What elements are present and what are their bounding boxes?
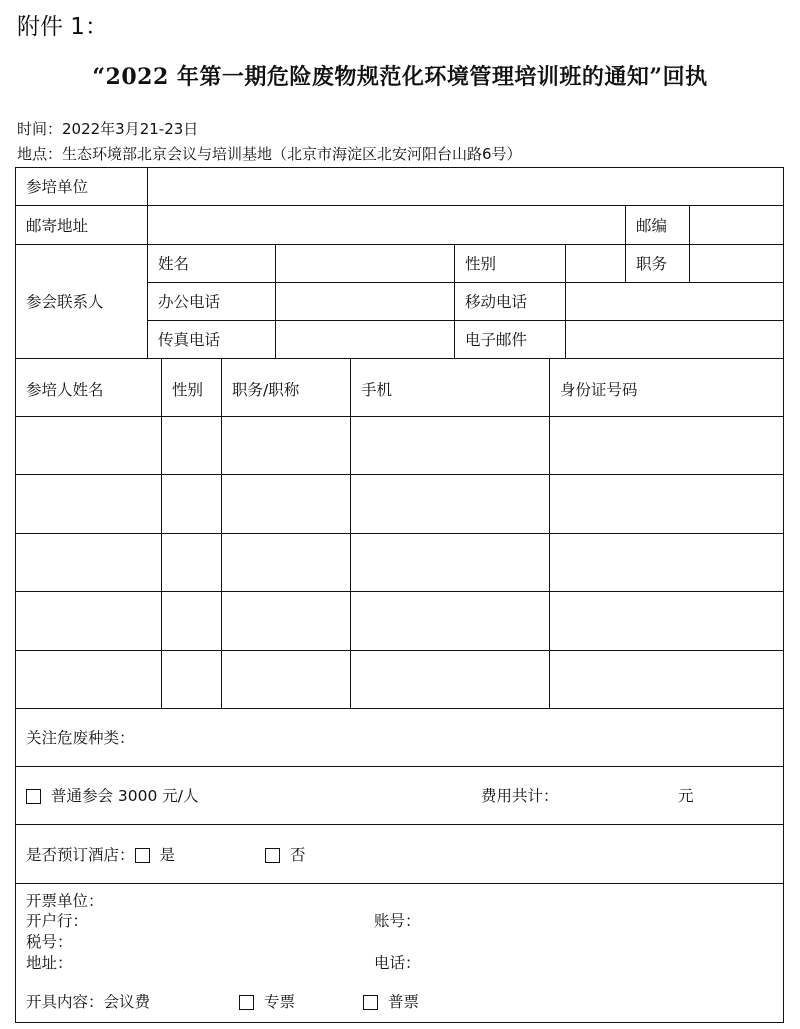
unit-label: 参培单位 [26,178,89,196]
col-divider [275,244,276,358]
mail-address-label: 邮寄地址 [26,217,89,235]
participant-name-header: 参培人姓名 [26,381,104,399]
row-divider [15,824,783,825]
invoice-phone-label: 电话： [374,954,421,972]
col-divider [565,244,566,358]
invoice-content-label: 开具内容：会议费 [26,993,151,1011]
table-border-top [15,167,783,168]
table-border-right [783,167,784,1023]
row-divider [15,358,783,359]
invoice-normal-label: 普票 [388,993,420,1011]
row-divider [15,474,783,475]
fee-option-label: 普通参会 3000 元/人 [51,787,199,805]
contact-label: 参会联系人 [26,293,104,311]
col-divider [454,244,455,358]
invoice-unit-label: 开票单位： [26,892,104,910]
invoice-special-label: 专票 [264,993,296,1011]
row-divider [15,244,783,245]
name-label: 姓名 [158,255,190,273]
invoice-bank-label: 开户行： [26,912,89,930]
col-divider [625,205,626,282]
invoice-account-label: 账号： [374,912,421,930]
waste-types-label: 关注危废种类： [26,729,135,747]
row-divider [15,883,783,884]
postcode-label: 邮编 [636,217,668,235]
row-divider [15,416,783,417]
event-time: 时间：2022年3月21-23日 [17,120,199,138]
participant-gender-header: 性别 [172,381,204,399]
hotel-yes-checkbox[interactable] [135,848,150,863]
fee-total-label: 费用共计： [481,787,559,805]
email-label: 电子邮件 [465,331,528,349]
fee-unit: 元 [678,787,694,805]
gender-label: 性别 [465,255,497,273]
hotel-no-label: 否 [290,846,306,864]
participant-id-header: 身份证号码 [560,381,638,399]
row-divider [15,766,783,767]
col-divider [161,358,162,708]
invoice-normal-option [363,992,419,1012]
mobile-label: 移动电话 [465,293,528,311]
participant-mobile-header: 手机 [361,381,393,399]
invoice-special-option [239,992,295,1012]
fee-checkbox[interactable] [26,789,41,804]
row-divider [147,320,783,321]
table-border-bottom [15,1022,783,1023]
form-title: “2022 年第一期危险废物规范化环境管理培训班的通知”回执 [92,64,708,90]
position-label: 职务 [636,255,668,273]
event-location: 地点：生态环境部北京会议与培训基地（北京市海淀区北安河阳台山路6号） [17,145,522,163]
col-divider [549,358,550,708]
row-divider [15,650,783,651]
col-divider [689,205,690,282]
table-border-left [15,167,16,1023]
invoice-tax-label: 税号： [26,933,73,951]
office-phone-label: 办公电话 [158,293,221,311]
hotel-question [26,845,175,865]
invoice-special-checkbox[interactable] [239,995,254,1010]
row-divider [15,591,783,592]
fee-option [26,786,199,806]
row-divider [15,708,783,709]
row-divider [147,282,783,283]
participant-position-header: 职务/职称 [232,381,300,399]
attachment-label: 附件 1： [17,14,108,40]
hotel-no-option [265,845,306,865]
col-divider [221,358,222,708]
col-divider [350,358,351,708]
hotel-yes-label: 是 [159,846,176,864]
invoice-normal-checkbox[interactable] [363,995,378,1010]
col-divider [147,167,148,358]
hotel-label: 是否预订酒店： [26,846,135,864]
row-divider [15,205,783,206]
invoice-address-label: 地址： [26,954,73,972]
row-divider [15,533,783,534]
hotel-no-checkbox[interactable] [265,848,280,863]
fax-label: 传真电话 [158,331,221,349]
